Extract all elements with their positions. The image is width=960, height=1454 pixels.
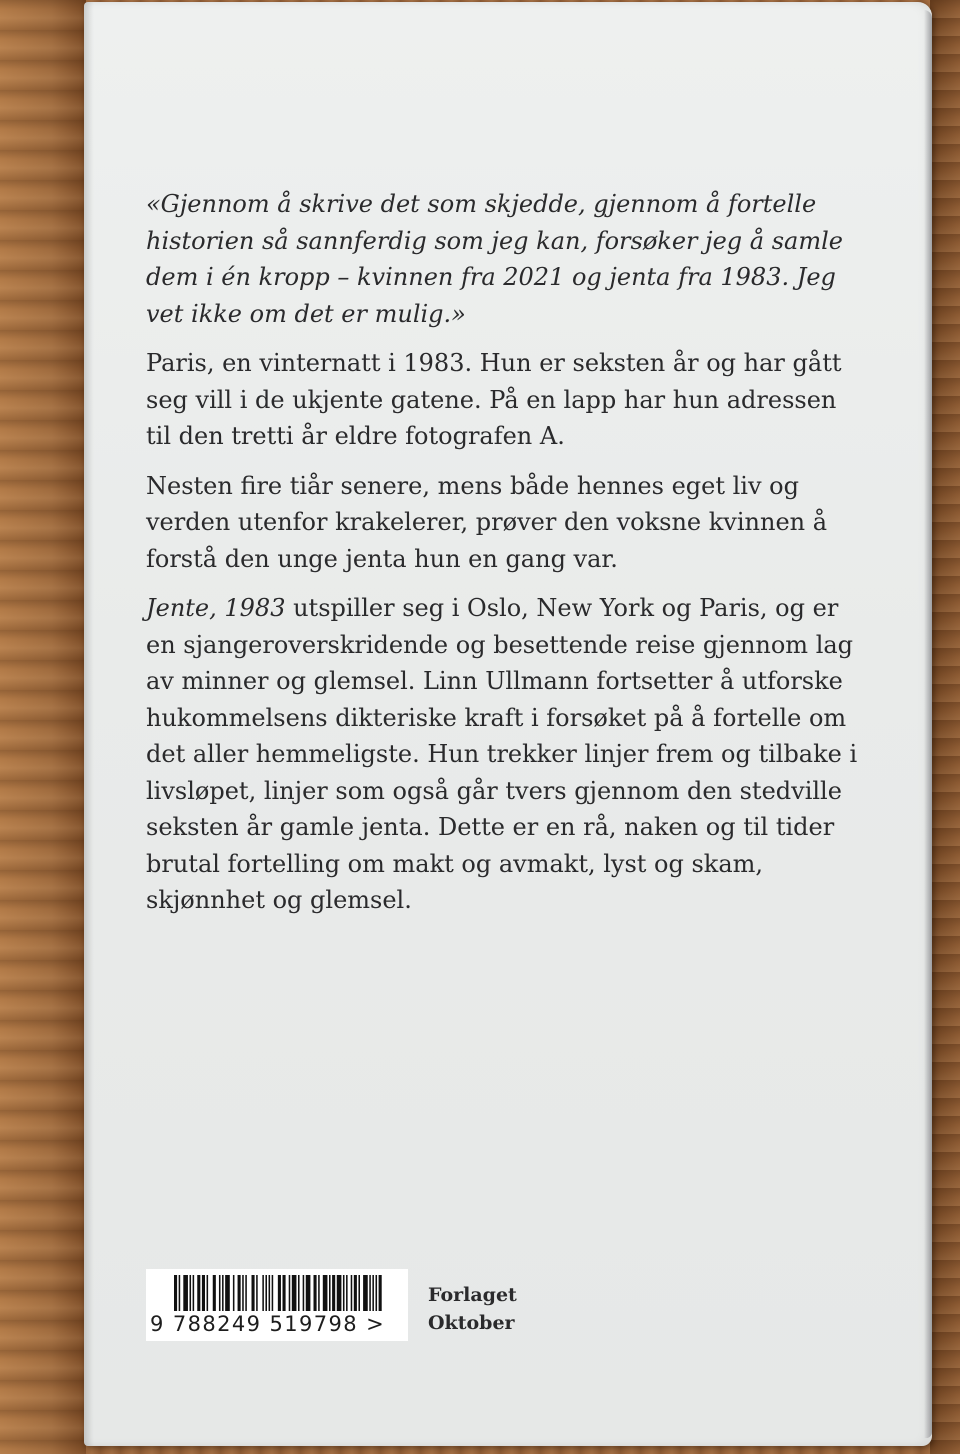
barcode-bar — [298, 1275, 300, 1311]
barcode-bar — [346, 1275, 348, 1311]
barcode-bar — [272, 1275, 274, 1311]
barcode-bar — [222, 1275, 224, 1311]
barcode-bar — [190, 1275, 192, 1311]
isbn-barcode — [146, 1269, 408, 1341]
barcode-bar — [369, 1275, 371, 1311]
barcode-bar — [265, 1275, 267, 1311]
publisher-line-1: Forlaget — [428, 1284, 517, 1306]
barcode-bar — [363, 1275, 368, 1311]
barcode-bar — [183, 1275, 188, 1311]
barcode-bar — [269, 1275, 271, 1311]
book-title: Jente, 1983 — [146, 594, 286, 622]
barcode-bar — [193, 1275, 195, 1311]
barcode-bar — [233, 1275, 235, 1311]
barcode-bar — [332, 1275, 335, 1311]
blurb-paragraph-1: Paris, en vinternatt i 1983. Hun er seksten år og har gått seg vill i de ukjente gatene. På en lapp har hun adressen til den tretti år eldre fotografen A. — [146, 349, 842, 450]
blurb-quote: «Gjennom å skrive det som skjedde, gjennom å fortelle historien så sannferdig som jeg kan, forsøker jeg å samle dem i én kropp – kvinnen fra 2021 og jenta fra 1983. Jeg vet ikke om det er mulig.» — [146, 190, 843, 328]
barcode-bars — [146, 1269, 408, 1313]
barcode-bar — [262, 1275, 264, 1311]
barcode-bar — [376, 1275, 378, 1311]
blurb-paragraph-3 — [146, 590, 866, 919]
wooden-table-right — [930, 0, 960, 1454]
barcode-bar — [354, 1275, 357, 1311]
barcode-bar — [379, 1275, 382, 1311]
book-back-cover — [84, 2, 932, 1446]
barcode-bar — [256, 1275, 258, 1311]
barcode-bar — [174, 1275, 177, 1311]
barcode-bar — [337, 1275, 342, 1311]
barcode-bar — [213, 1275, 216, 1311]
barcode-bar — [225, 1275, 230, 1311]
barcode-bar — [318, 1275, 320, 1311]
cover-right-edge — [924, 10, 932, 1438]
barcode-bar — [278, 1275, 281, 1311]
barcode-bar — [197, 1275, 200, 1311]
barcode-bar — [323, 1275, 328, 1311]
barcode-bar — [289, 1275, 291, 1311]
publisher-logo — [428, 1281, 517, 1337]
barcode-bar — [219, 1275, 221, 1311]
barcode-bar — [372, 1275, 374, 1311]
barcode-bar — [242, 1275, 244, 1311]
barcode-bar — [343, 1275, 345, 1311]
barcode-bar — [283, 1275, 286, 1311]
wooden-table-left — [0, 0, 86, 1454]
barcode-bar — [351, 1275, 353, 1311]
barcode-bar — [179, 1275, 181, 1311]
barcode-bar — [202, 1275, 205, 1311]
spine-shadow — [84, 2, 94, 1446]
barcode-bar — [329, 1275, 331, 1311]
blurb-text-block — [146, 186, 866, 932]
barcode-bar — [303, 1275, 305, 1311]
barcode-bar — [252, 1275, 255, 1311]
barcode-bar — [306, 1275, 311, 1311]
barcode-bar — [358, 1275, 360, 1311]
barcode-bar — [245, 1275, 247, 1311]
blurb-paragraph-3-text: utspiller seg i Oslo, New York og Paris, og er en sjangeroverskridende og besettende reise gjennom lag av minner og glemsel. Linn Ullmann fortsetter å utforske hukommelsens dikteriske kraft i forsøket på å fortelle om det aller hemmeligste. Hun trekker linjer frem og tilbake i livsløpet, linjer som også går tvers gjennom den stedville seksten år gamle jenta. Dette er en rå, naken og til tider brutal fortelling om makt og avmakt, lyst og skam, skjønnhet og glemsel. — [146, 594, 858, 914]
barcode-bar — [238, 1275, 241, 1311]
publisher-line-2: Oktober — [428, 1312, 515, 1334]
barcode-bar — [207, 1275, 209, 1311]
isbn-number: 9 788249 519798 > — [150, 1312, 386, 1336]
barcode-bar — [314, 1275, 317, 1311]
barcode-bar — [292, 1275, 297, 1311]
blurb-paragraph-2: Nesten fire tiår senere, mens både hennes eget liv og verden utenfor krakelerer, prøver den voksne kvinnen å forstå den unge jenta hun en gang var. — [146, 471, 828, 573]
